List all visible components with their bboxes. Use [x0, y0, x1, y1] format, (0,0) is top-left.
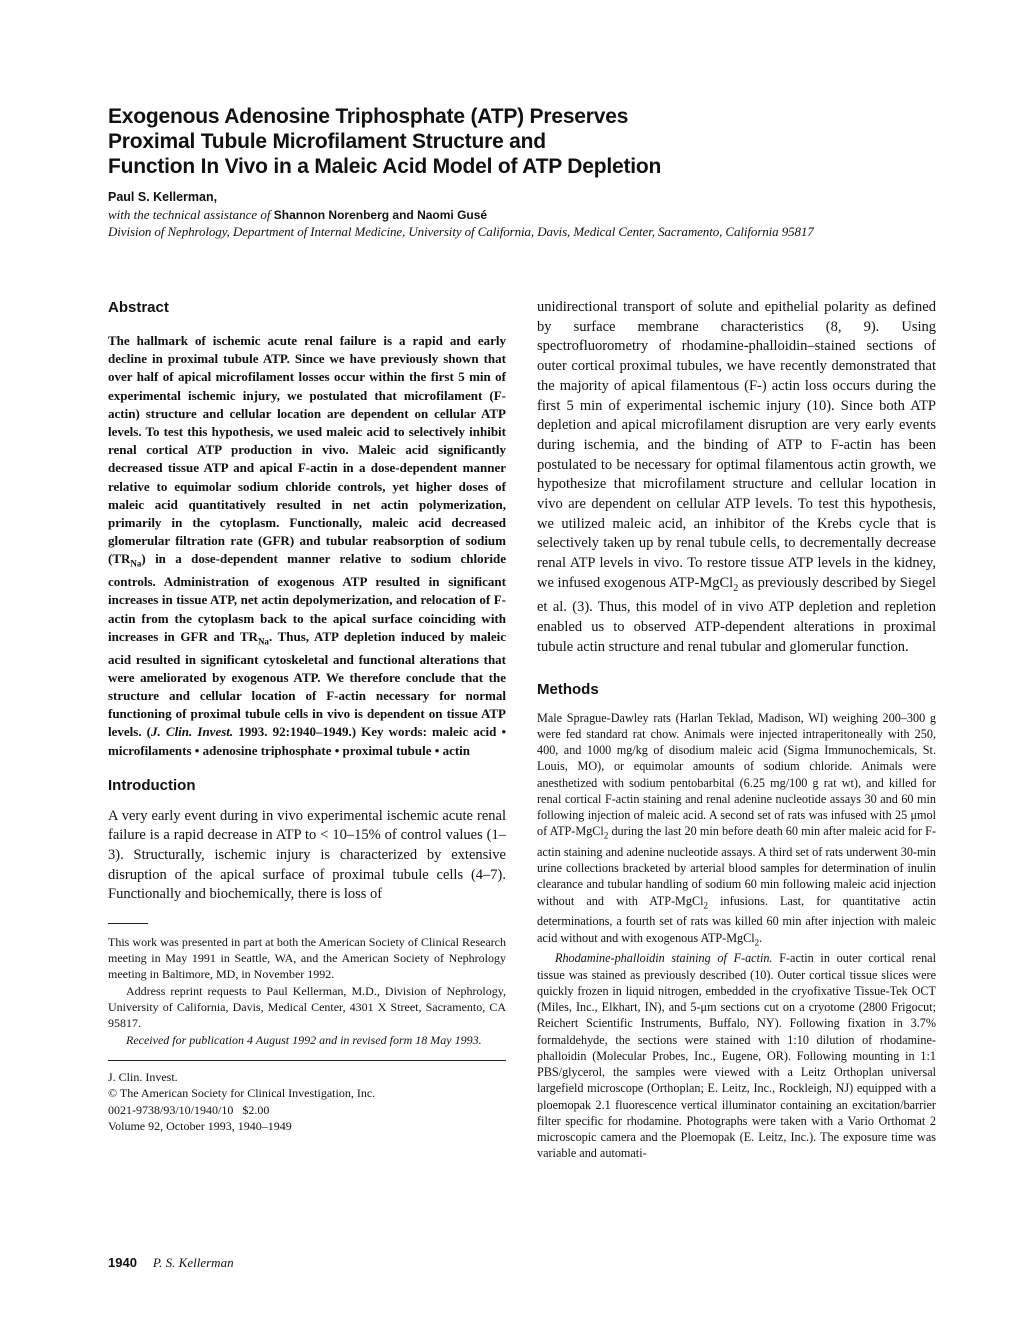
technical-assistance	[108, 207, 487, 223]
author-affiliation: Division of Nephrology, Department of Internal Medicine, University of California, Davis, Medical Center, Sacramento, California 95817	[108, 224, 814, 239]
abstract-body: The hallmark of ischemic acute renal failure is a rapid and early decline in proximal tubule ATP. Since we have previously shown that over half of apical microfilament losses occur within the first 5 min of experimental ischemic injury, we postulated that microfilament (F-actin) structure and cellular location are dependent on cellular ATP levels. To test this hypothesis, we used maleic acid to selectively inhibit renal cortical ATP production in vivo. Maleic acid significantly decreased tissue ATP and apical F-actin in a dose-dependent manner relative to equimolar sodium chloride controls, yet higher doses of maleic acid quantitatively resulted in net actin polymerization, primarily in the cytoplasm. Functionally, maleic acid decreased glomerular filtration rate (GFR) and tubular reabsorption of sodium $(TR_{Na})$ in a dose-dependent manner relative to sodium chloride controls. Administration of exogenous ATP resulted in significant increases in tissue ATP, net actin depolymerization, and relocation of F-actin from the cytoplasm back to the apical surface coinciding with increases in GFR and $TR_{Na}$. Thus, ATP depletion induced by maleic acid resulted in significant cytoskeletal and functional alterations that were ameliorated by exogenous ATP. We therefore conclude that the structure and cellular location of F-actin necessary for normal functioning of proximal tubule cells in vivo is dependent on tissue ATP levels. (J. Clin. Invest. 1993. 92:1940–1949.) Key words: maleic acid • microfilaments • adenosine triphosphate • proximal tubule • actin	[108, 333, 507, 758]
subscript-2: 2	[703, 900, 708, 911]
footnote-reprints: Address reprint requests to Paul Kellerman, M.D., Division of Nephrology, University of California, Davis, Medical Center, 4301 X Street, Sacramento, CA 95817.	[108, 983, 506, 1031]
publication-volume: Volume 92, October 1993, 1940–1949	[108, 1118, 292, 1133]
methods-heading: Methods	[537, 680, 599, 698]
page-footer	[108, 1255, 234, 1271]
methods-paragraph-1: Male Sprague-Dawley rats (Harlan Teklad, Madison, WI) weighing 200–300 g were fed standard rat chow. Animals were injected intraperitoneally with 250, 400, and 1000 mg/kg of disodium maleic acid (Sigma Immunochemicals, St. Louis, MO), or equimolar amounts of sodium chloride. Animals were anesthetized with sodium pentobarbital (6.25 mg/100 g rat wt), and killed for renal cortical F-actin staining and renal adenine nucleotide assays 30 and 60 min following injection of maleic acid. A second set of rats was infused with 25 μmol of ATP-MgCl$_2$ during the last 20 min before death 60 min after maleic acid for F-actin staining and adenine nucleotide assays. A third set of rats underwent 30-min urine collections bracketed by arterial blood samples for determination of inulin clearance and tubular handling of sodium 60 min following maleic acid injection without and with ATP-MgCl$_2$ infusions. Last, for quantitative actin determinations, a fourth set of rats was killed 60 min after injection with maleic acid without and with exogenous ATP-MgCl$_2$.	[537, 710, 937, 948]
assistance-prefix: with the technical assistance of	[108, 207, 271, 222]
assistance-names: Shannon Norenberg and Naomi Gusé	[273, 208, 488, 222]
subscript-na: Na	[130, 559, 142, 570]
left-column	[108, 298, 506, 1134]
introduction-continued: unidirectional transport of solute and epithelial polarity as defined by surface membrane characteristics (8, 9). Using spectrofluorometry of rhodamine-phalloidin–stained sections of outer cortical proximal tubules, we have recently demonstrated that the majority of apical filamentous (F-) actin loss occurs during the first 5 min of experimental ischemic injury (10). Since both ATP depletion and apical microfilament disruption are very early events during ischemia, and the binding of ATP to F-actin has been postulated to be necessary for optimal filamentous actin growth, we hypothesize that microfilament structure and cellular location in vivo are dependent on cellular ATP levels. To test this hypothesis, we utilized maleic acid, an inhibitor of the Krebs cycle that is selectively taken up by renal tubule cells, to decrementally decrease renal ATP levels in vivo. To restore tissue ATP levels in the kidney, we infused exogenous ATP-MgCl$_2$ as previously described by Siegel et al. (3). Thus, this model of in vivo ATP depletion and repletion enabled us to observed ATP-dependent alterations in proximal tubule actin structure and renal tubular and glomerular function.	[537, 299, 937, 655]
publication-journal: J. Clin. Invest.	[108, 1069, 178, 1084]
page-number: 1940	[108, 1255, 137, 1270]
article-title	[108, 104, 928, 179]
footnote-divider	[108, 923, 148, 924]
methods-paragraph-2: Rhodamine-phalloidin staining of F-actin. F-actin in outer cortical renal tissue was stained as previously described (10). Outer cortical tissue slices were quickly frozen in liquid nitrogen, embedded in the cryofixative Tissue-Tek OCT (Miles, Inc., Elkhart, IN), and 5-μm sections cut on a cryotome (2800 Frigocut; Reichert Scientific Instruments, Buffalo, NY). Following fixation in 3.7% formaldehyde, the sections were stained with 1:10 dilution of rhodamine-phalloidin (Molecular Probes, Inc., Eugene, OR). Following mounting in 1:1 PBS/glycerol, the samples were viewed with a Leitz Orthoplan universal largefield microscope (Orthoplan; E. Leitz, Inc., Rockleigh, NJ) equipped with a ploemopak 2.1 fluorescence vertical illuminator containing an excitation/barrier filter specific for rhodamine. Photographs were taken with a Vario Orthomat 2 microscopic camera and the Ploemopak (E. Leitz, Inc.). The exposure time was variable and automati-	[537, 951, 936, 1161]
publication-issn: 0021-9738/93/10/1940/10 $2.00	[108, 1102, 270, 1117]
publication-copyright: © The American Society for Clinical Investigation, Inc.	[108, 1086, 376, 1101]
abstract-heading: Abstract	[108, 299, 169, 316]
subscript-2: 2	[603, 830, 609, 841]
subscript-na: Na	[257, 636, 269, 647]
introduction-heading: Introduction	[108, 776, 196, 794]
right-column	[537, 298, 936, 1162]
journal-citation: J. Clin. Invest.	[151, 724, 234, 740]
footnote-received: Received for publication 4 August 1992 and in revised form 18 May 1993.	[126, 1032, 482, 1047]
author-name: Paul S. Kellerman,	[108, 190, 218, 204]
title-line-1: Exogenous Adenosine Triphosphate (ATP) Preserves	[108, 105, 629, 128]
subscript-2: 2	[754, 937, 760, 948]
running-author: P. S. Kellerman	[152, 1255, 234, 1270]
methods-runin-heading: Rhodamine-phalloidin staining of F-actin.	[555, 951, 773, 966]
title-line-3: Function In Vivo in a Maleic Acid Model of ATP Depletion	[108, 155, 662, 178]
introduction-text: A very early event during in vivo experimental ischemic acute renal failure is a rapid decrease in ATP to < 10–15% of control values (1–3). Structurally, ischemic injury is characterized by extensive disruption of the apical surface of proximal tubule cells (4–7). Functionally and biochemically, there is loss of	[108, 807, 506, 903]
footnote-presented: This work was presented in part at both the American Society of Clinical Research meeting in May 1991 in Seattle, WA, and the American Society of Nephrology meeting in Baltimore, MD, in November 1992.	[108, 934, 506, 982]
title-line-2: Proximal Tubule Microfilament Structure and	[108, 130, 546, 153]
subscript-2: 2	[733, 582, 739, 594]
publication-divider	[108, 1060, 506, 1061]
